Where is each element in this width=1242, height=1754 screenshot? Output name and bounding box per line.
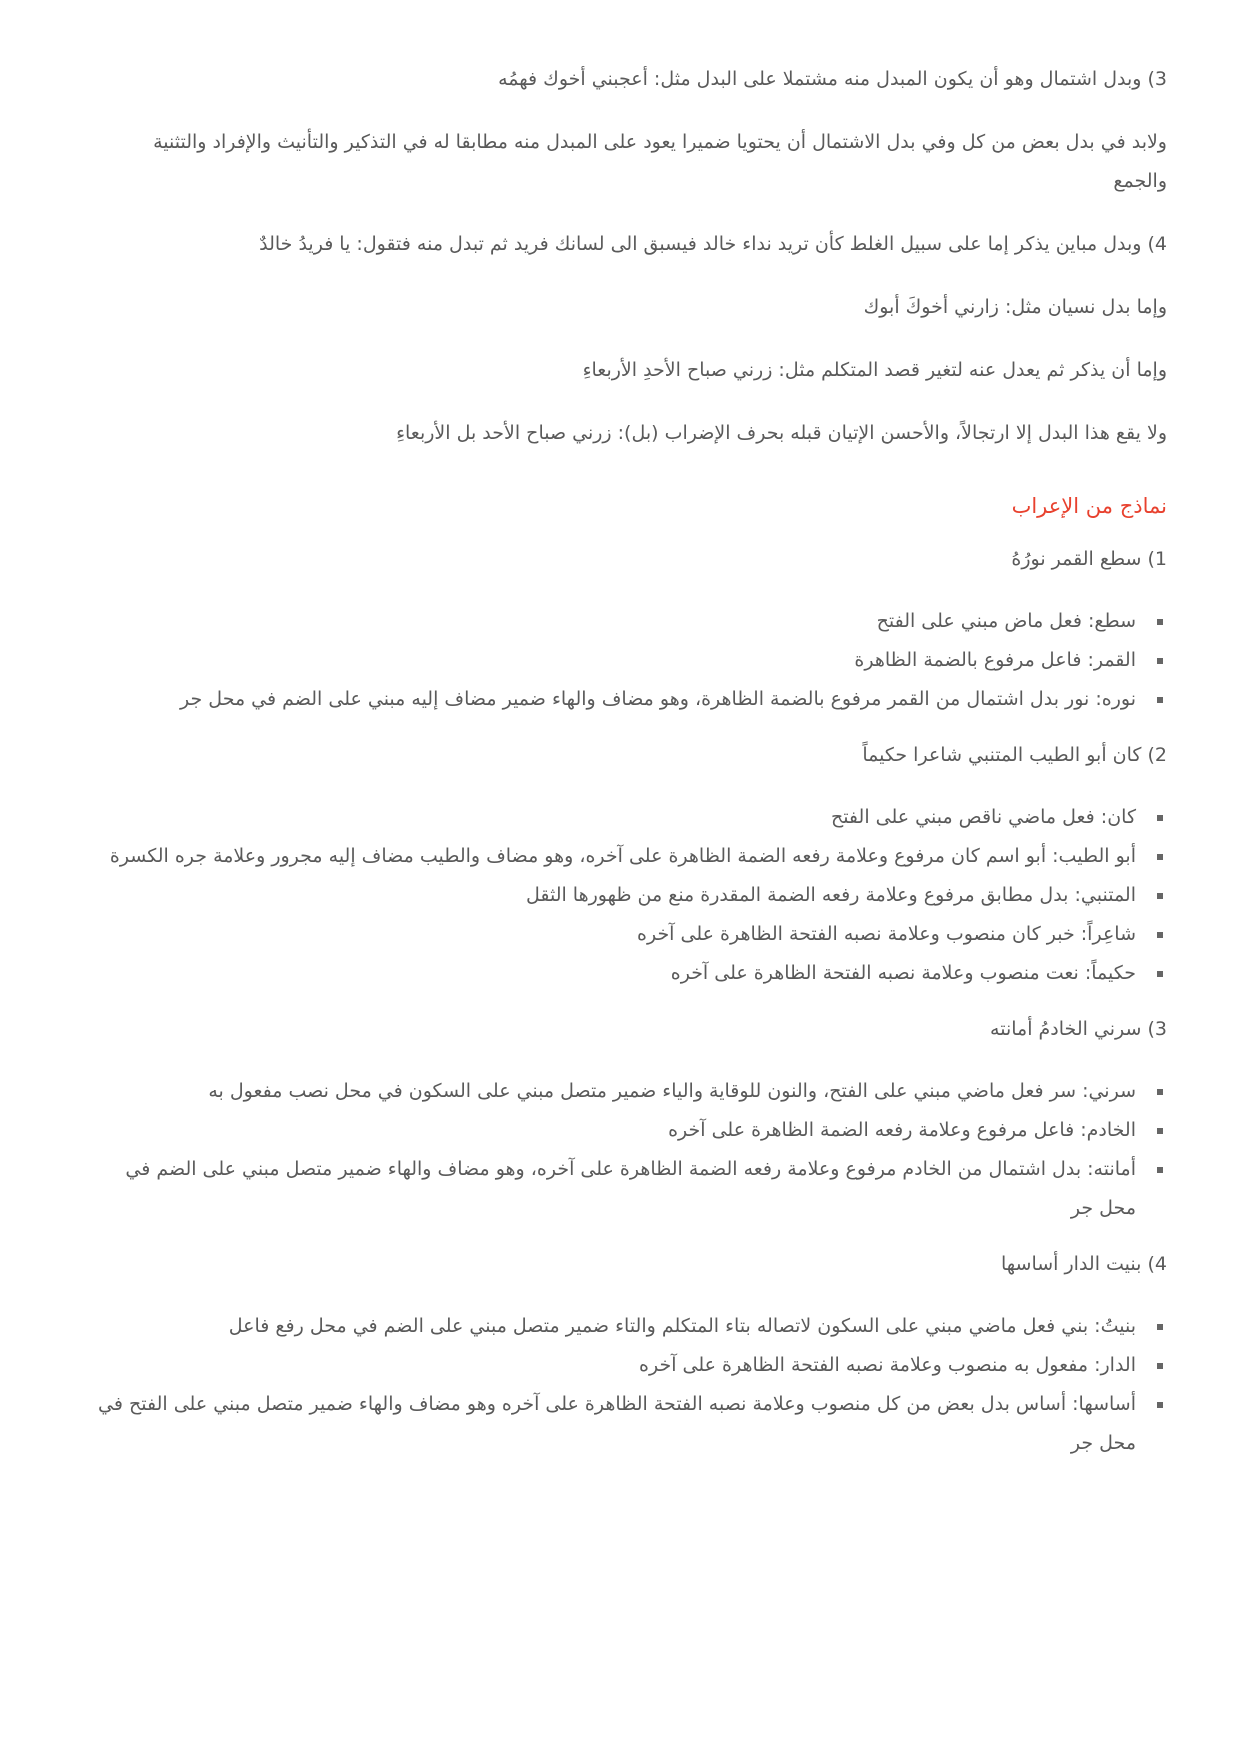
square-bullet-icon xyxy=(1157,1363,1163,1369)
square-bullet-icon xyxy=(1157,854,1163,860)
example-sentence: 4) بنيت الدار أساسها xyxy=(1001,1253,1167,1275)
list-item xyxy=(95,1150,1167,1228)
list-item-text: المتنبي: بدل مطابق مرفوع وعلامة رفعه الضمة المقدرة منع من ظهورها الثقل xyxy=(525,884,1136,906)
list-item xyxy=(95,1385,1167,1463)
paragraph: 3) وبدل اشتمال وهو أن يكون المبدل منه مشتملا على البدل مثل: أعجبني أخوك فهمُه xyxy=(498,68,1167,90)
list-item-text: أبو الطيب: أبو اسم كان مرفوع وعلامة رفعه الضمة الظاهرة على آخره، وهو مضاف والطيب مضاف إليه مجرور وعلامة جره الكسرة xyxy=(109,845,1136,867)
list-item xyxy=(95,680,1167,719)
list-item-text: أمانته: بدل اشتمال من الخادم مرفوع وعلامة رفعه الضمة الظاهرة على آخره، وهو مضاف والهاء ضمير متصل مبني على الضم في محل جر xyxy=(125,1158,1136,1219)
list-item xyxy=(95,641,1167,680)
square-bullet-icon xyxy=(1157,893,1163,899)
list-item xyxy=(95,1072,1167,1111)
square-bullet-icon xyxy=(1157,1324,1163,1330)
example-sentence: 3) سرني الخادمُ أمانته xyxy=(990,1018,1167,1040)
paragraph: ولابد في بدل بعض من كل وفي بدل الاشتمال أن يحتويا ضميرا يعود على المبدل منه مطابقا له في التذكير والتأنيث والإفراد والتثنية والجمع xyxy=(153,131,1167,192)
list-item xyxy=(95,798,1167,837)
examples xyxy=(95,540,1167,1463)
list-item-text: القمر: فاعل مرفوع بالضمة الظاهرة xyxy=(854,649,1136,671)
list-item xyxy=(95,1307,1167,1346)
list-item xyxy=(95,837,1167,876)
list-item-text: سرني: سر فعل ماضي مبني على الفتح، والنون للوقاية والياء ضمير متصل مبني على السكون في محل نصب مفعول به xyxy=(208,1080,1136,1102)
square-bullet-icon xyxy=(1157,1402,1163,1408)
list-item-text: بنيتُ: بني فعل ماضي مبني على السكون لاتصاله بتاء المتكلم والتاء ضمير متصل مبني على الضم في محل رفع فاعل xyxy=(228,1315,1136,1337)
list-item-text: الدار: مفعول به منصوب وعلامة نصبه الفتحة الظاهرة على آخره xyxy=(639,1354,1136,1376)
list-item-text: حكيماً: نعت منصوب وعلامة نصبه الفتحة الظاهرة على آخره xyxy=(670,962,1136,984)
square-bullet-icon xyxy=(1157,1128,1163,1134)
square-bullet-icon xyxy=(1157,971,1163,977)
list-item xyxy=(95,876,1167,915)
list-item-text: كان: فعل ماضي ناقص مبني على الفتح xyxy=(830,806,1136,828)
square-bullet-icon xyxy=(1157,1089,1163,1095)
square-bullet-icon xyxy=(1157,815,1163,821)
list-item-text: سطع: فعل ماض مبني على الفتح xyxy=(876,610,1136,632)
list-item xyxy=(95,1346,1167,1385)
document-body xyxy=(95,60,1167,1480)
square-bullet-icon xyxy=(1157,1167,1163,1173)
parsing-list xyxy=(95,798,1167,993)
square-bullet-icon xyxy=(1157,697,1163,703)
list-item-text: الخادم: فاعل مرفوع وعلامة رفعه الضمة الظاهرة على آخره xyxy=(668,1119,1136,1141)
parsing-list xyxy=(95,602,1167,719)
list-item xyxy=(95,1111,1167,1150)
list-item-text: نوره: نور بدل اشتمال من القمر مرفوع بالضمة الظاهرة، وهو مضاف والهاء ضمير مضاف إليه مبني على الضم في محل جر xyxy=(180,688,1136,710)
paragraph: وإما أن يذكر ثم يعدل عنه لتغير قصد المتكلم مثل: زرني صباح الأحدِ الأربعاءِ xyxy=(582,359,1167,381)
parsing-list xyxy=(95,1307,1167,1463)
list-item-text: أساسها: أساس بدل بعض من كل منصوب وعلامة نصبه الفتحة الظاهرة على آخره وهو مضاف والهاء ضمير متصل مبني على الفتح في محل جر xyxy=(98,1393,1136,1454)
square-bullet-icon xyxy=(1157,932,1163,938)
paragraph: ولا يقع هذا البدل إلا ارتجالاً، والأحسن الإتيان قبله بحرف الإضراب (بل): زرني صباح الأحد بل الأربعاءِ xyxy=(396,422,1167,444)
paragraph: وإما بدل نسيان مثل: زارني أخوكَ أبوك xyxy=(863,296,1167,318)
square-bullet-icon xyxy=(1157,658,1163,664)
list-item-text: شاعِراً: خبر كان منصوب وعلامة نصبه الفتحة الظاهرة على آخره xyxy=(637,923,1136,945)
list-item xyxy=(95,954,1167,993)
list-item xyxy=(95,915,1167,954)
section-heading: نماذج من الإعراب xyxy=(1011,494,1167,518)
parsing-list xyxy=(95,1072,1167,1228)
example-sentence: 1) سطع القمر نورُهُ xyxy=(1011,548,1167,570)
example-sentence: 2) كان أبو الطيب المتنبي شاعرا حكيماً xyxy=(862,744,1167,766)
square-bullet-icon xyxy=(1157,619,1163,625)
paragraph: 4) وبدل مباين يذكر إما على سبيل الغلط كأن تريد نداء خالد فيسبق الى لسانك فريد ثم تبدل منه فتقول: يا فريدُ خالدٌ xyxy=(259,233,1167,255)
list-item xyxy=(95,602,1167,641)
